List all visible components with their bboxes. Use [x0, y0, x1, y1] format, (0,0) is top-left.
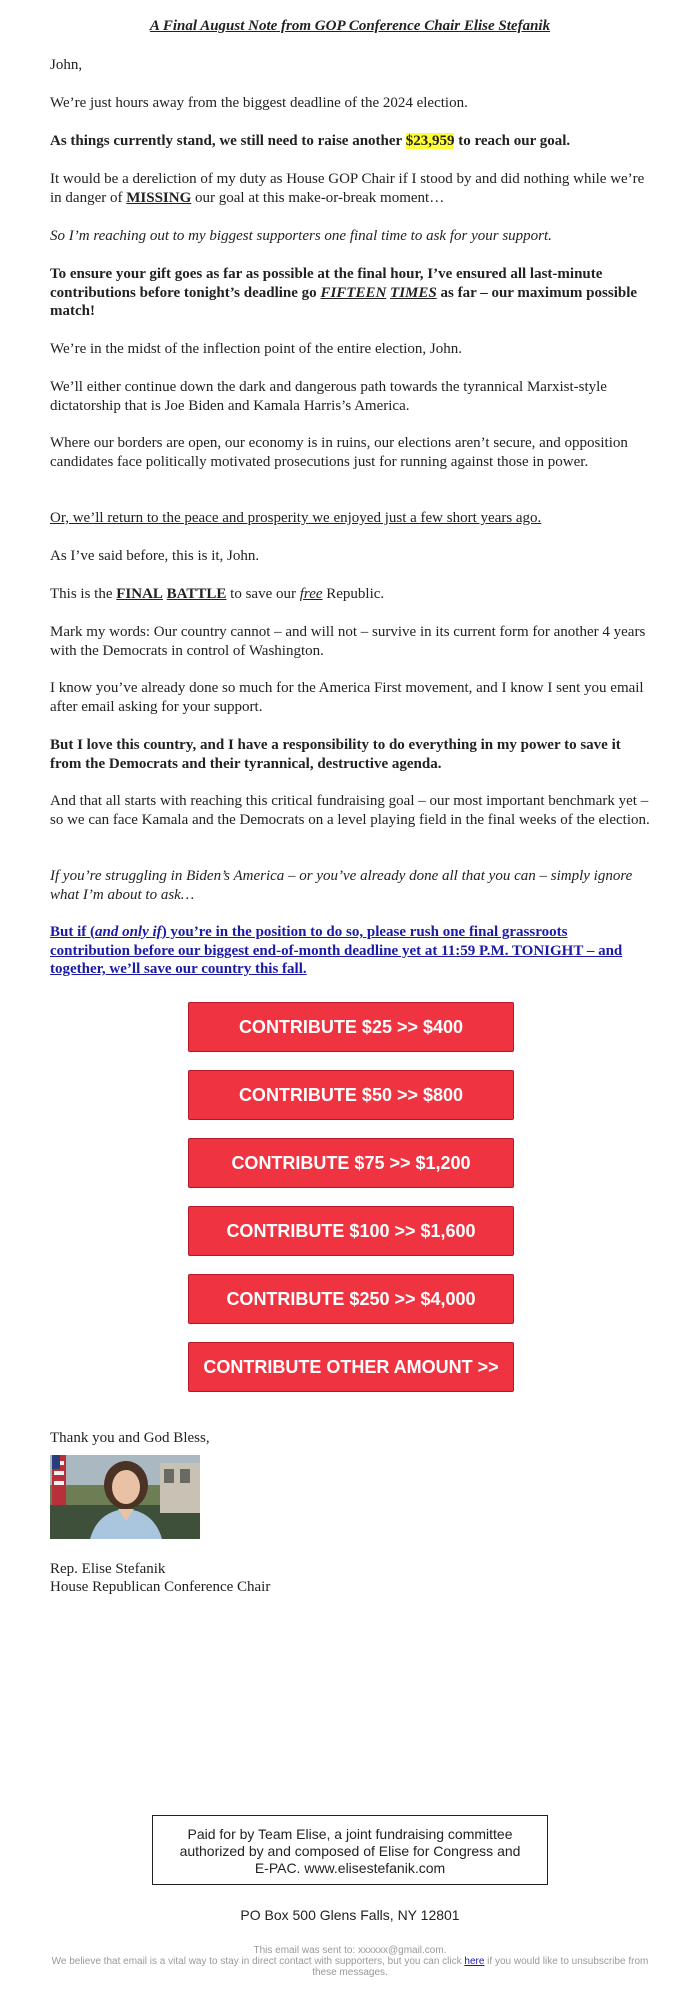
mailing-address: PO Box 500 Glens Falls, NY 12801: [240, 1907, 460, 1923]
paragraph-love-country: But I love this country, and I have a responsibility to do everything in my power to save it from the Democrats and their tyrannical, destructive agenda.: [50, 737, 621, 772]
stefanik-portrait-photo: [50, 1455, 200, 1539]
email-body: [50, 0, 650, 977]
signer-name: Rep. Elise Stefanik: [50, 1561, 166, 1577]
paragraph-mark-my-words: Mark my words: Our country cannot – and will not – survive in its current form for another 4 years with the Democrats in control of Washington.: [50, 624, 646, 659]
paragraph-reaching-out: So I’m reaching out to my biggest supporters one final time to ask for your support.: [50, 228, 552, 244]
paragraph-struggling: If you’re struggling in Biden’s America – or you’ve already done all that you can – simply ignore what I’m about to ask…: [50, 868, 633, 903]
paragraph-deadline: We’re just hours away from the biggest deadline of the 2024 election.: [50, 95, 468, 111]
paragraph-dark-path: We’ll either continue down the dark and dangerous path towards the tyrannical Marxist-style dictatorship that is Joe Biden and Kamala Harris’s America.: [50, 379, 607, 414]
paragraph-match: To ensure your gift goes as far as possible at the final hour, I’ve ensured all last-minute contributions before tonight’s deadline go FIFTEEN TIMES as far – our maximum possible match!: [50, 266, 638, 319]
email-title: A Final August Note from GOP Conference Chair Elise Stefanik: [149, 18, 551, 34]
unsubscribe-notice: We believe that email is a vital way to stay in direct contact with supporters, but you can click here if you would like to unsubscribe from these messages.: [51, 1956, 649, 1978]
donate-link-paragraph[interactable]: But if (and only if) you’re in the position to do so, please rush one final grassroots contribution before our biggest end-of-month deadline yet at 11:59 P.M. TONIGHT – and together, we’ll save our country this fall.: [50, 924, 623, 977]
unsubscribe-link[interactable]: here: [464, 1956, 485, 1967]
goal-amount: $23,959: [405, 133, 455, 149]
contribute-100-button[interactable]: CONTRIBUTE $100 >> $1,600: [188, 1206, 514, 1256]
portrait-illustration: [50, 1455, 200, 1539]
contribute-250-button[interactable]: CONTRIBUTE $250 >> $4,000: [188, 1274, 514, 1324]
paragraph-this-is-it: As I’ve said before, this is it, John.: [50, 548, 260, 564]
paragraph-final-battle: This is the FINAL BATTLE to save our free Republic.: [50, 586, 385, 602]
greeting: John,: [50, 57, 83, 73]
closing: Thank you and God Bless,: [50, 1430, 210, 1446]
paragraph-fundraising-goal: And that all starts with reaching this critical fundraising goal – our most important benchmark yet – so we can face Kamala and the Democrats on a level playing field in the final weeks of the election.: [50, 793, 650, 828]
paid-for-disclaimer-box: Paid for by Team Elise, a joint fundraising committee authorized by and composed of Elise for Congress and E-PAC. www.elisestefanik.com: [152, 1815, 548, 1885]
contribute-50-button[interactable]: CONTRIBUTE $50 >> $800: [188, 1070, 514, 1120]
paragraph-goal: As things currently stand, we still need to raise another $23,959 to reach our goal.: [50, 133, 571, 149]
sent-to-notice: This email was sent to: xxxxxx@gmail.com.: [253, 1945, 447, 1956]
paragraph-prosperity: Or, we’ll return to the peace and prosperity we enjoyed just a few short years ago.: [50, 510, 542, 526]
paragraph-america-first: I know you’ve already done so much for the America First movement, and I know I sent you email after email asking for your support.: [50, 680, 644, 715]
contribute-other-amount-button[interactable]: CONTRIBUTE OTHER AMOUNT >>: [188, 1342, 514, 1392]
signer-role: House Republican Conference Chair: [50, 1579, 271, 1595]
contribute-25-button[interactable]: CONTRIBUTE $25 >> $400: [188, 1002, 514, 1052]
contribute-75-button[interactable]: CONTRIBUTE $75 >> $1,200: [188, 1138, 514, 1188]
paragraph-duty: It would be a dereliction of my duty as House GOP Chair if I stood by and did nothing while we’re in danger of MISSING our goal at this make-or-break moment…: [50, 171, 645, 206]
paragraph-inflection: We’re in the midst of the inflection point of the entire election, John.: [50, 341, 463, 357]
paragraph-borders: Where our borders are open, our economy is in ruins, our elections aren’t secure, and opposition candidates face politically motivated prosecutions just for running against those in power.: [50, 435, 628, 470]
